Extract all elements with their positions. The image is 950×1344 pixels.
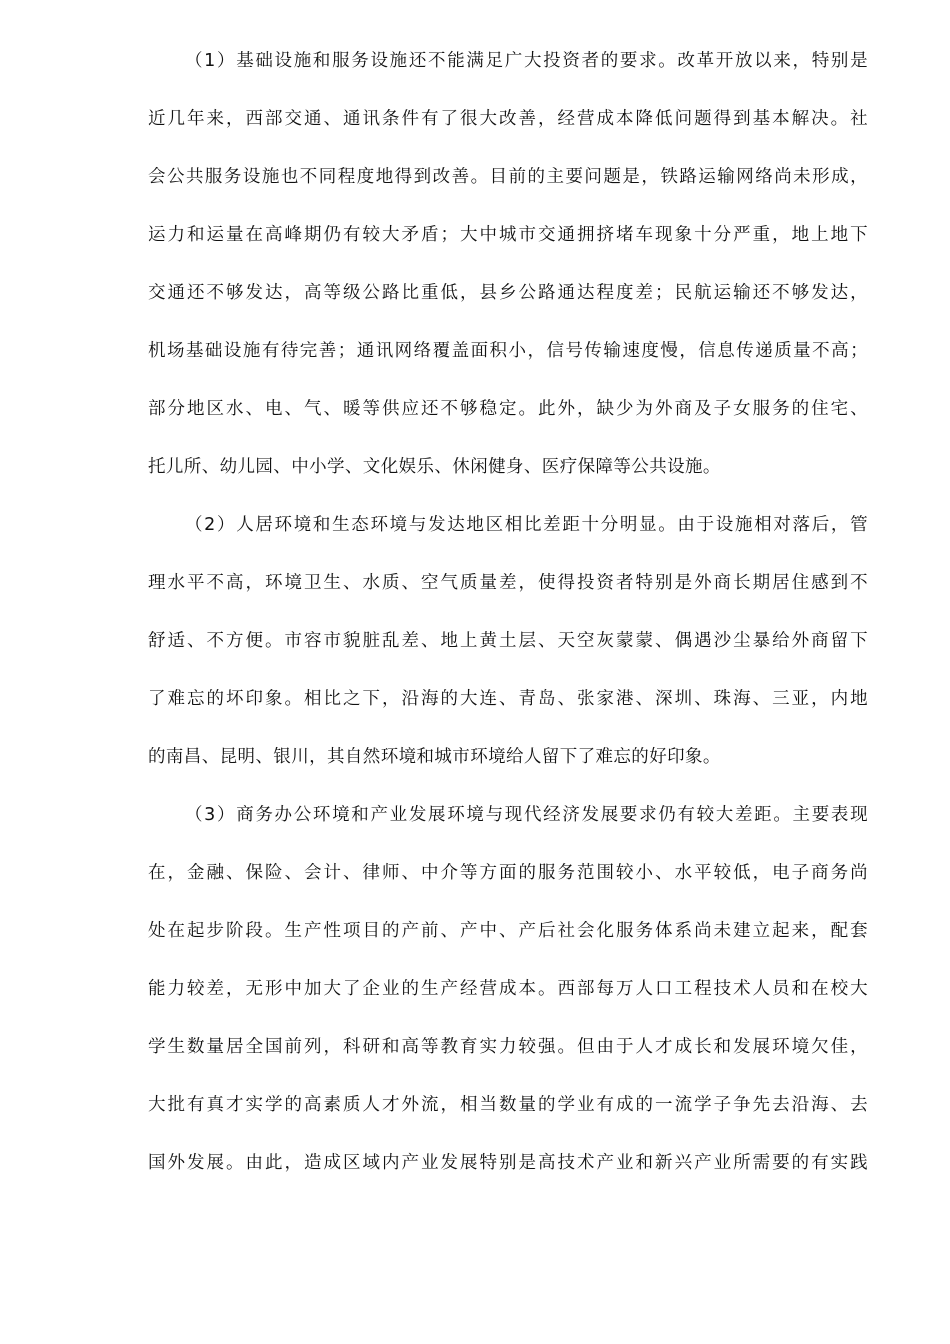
- paragraph-1-line-1: （1）基础设施和服务设施还不能满足广大投资者的要求。改革开放以来，特别是: [185, 51, 868, 71]
- paragraph-1-line-4: 运力和运量在高峰期仍有较大矛盾；大中城市交通拥挤堵车现象十分严重，地上地下: [148, 225, 868, 245]
- paragraph-2-line-5: 的南昌、昆明、银川，其自然环境和城市环境给人留下了难忘的好印象。: [148, 747, 721, 767]
- paragraph-2-line-2: 理水平不高，环境卫生、水质、空气质量差，使得投资者特别是外商长期居住感到不: [148, 573, 868, 593]
- paragraph-1-line-5: 交通还不够发达，高等级公路比重低，县乡公路通达程度差；民航运输还不够发达，: [148, 283, 868, 303]
- paragraph-3-line-3: 处在起步阶段。生产性项目的产前、产中、产后社会化服务体系尚未建立起来，配套: [148, 921, 868, 941]
- paragraph-3-line-6: 大批有真才实学的高素质人才外流，相当数量的学业有成的一流学子争先去沿海、去: [148, 1095, 868, 1115]
- paragraph-3-line-1: （3）商务办公环境和产业发展环境与现代经济发展要求仍有较大差距。主要表现: [185, 805, 868, 825]
- paragraph-1-line-2: 近几年来，西部交通、通讯条件有了很大改善，经营成本降低问题得到基本解决。社: [148, 109, 868, 129]
- paragraph-1-line-6: 机场基础设施有待完善；通讯网络覆盖面积小，信号传输速度慢，信息传递质量不高；: [148, 341, 868, 361]
- paragraph-2-line-4: 了难忘的坏印象。相比之下，沿海的大连、青岛、张家港、深圳、珠海、三亚，内地: [148, 689, 868, 709]
- paragraph-1-line-7: 部分地区水、电、气、暖等供应还不够稳定。此外，缺少为外商及子女服务的住宅、: [148, 399, 868, 419]
- paragraph-3-line-2: 在，金融、保险、会计、律师、中介等方面的服务范围较小、水平较低，电子商务尚: [148, 863, 868, 883]
- paragraph-2-line-1: （2）人居环境和生态环境与发达地区相比差距十分明显。由于设施相对落后，管: [185, 515, 868, 535]
- paragraph-3-line-5: 学生数量居全国前列，科研和高等教育实力较强。但由于人才成长和发展环境欠佳，: [148, 1037, 868, 1057]
- paragraph-1-line-3: 会公共服务设施也不同程度地得到改善。目前的主要问题是，铁路运输网络尚未形成，: [148, 167, 868, 187]
- paragraph-3-line-4: 能力较差，无形中加大了企业的生产经营成本。西部每万人口工程技术人员和在校大: [148, 979, 868, 999]
- paragraph-1-line-8: 托儿所、幼儿园、中小学、文化娱乐、休闲健身、医疗保障等公共设施。: [148, 457, 721, 477]
- paragraph-3-line-7: 国外发展。由此，造成区域内产业发展特别是高技术产业和新兴产业所需要的有实践: [148, 1153, 868, 1173]
- paragraph-2-line-3: 舒适、不方便。市容市貌脏乱差、地上黄土层、天空灰蒙蒙、偶遇沙尘暴给外商留下: [148, 631, 868, 651]
